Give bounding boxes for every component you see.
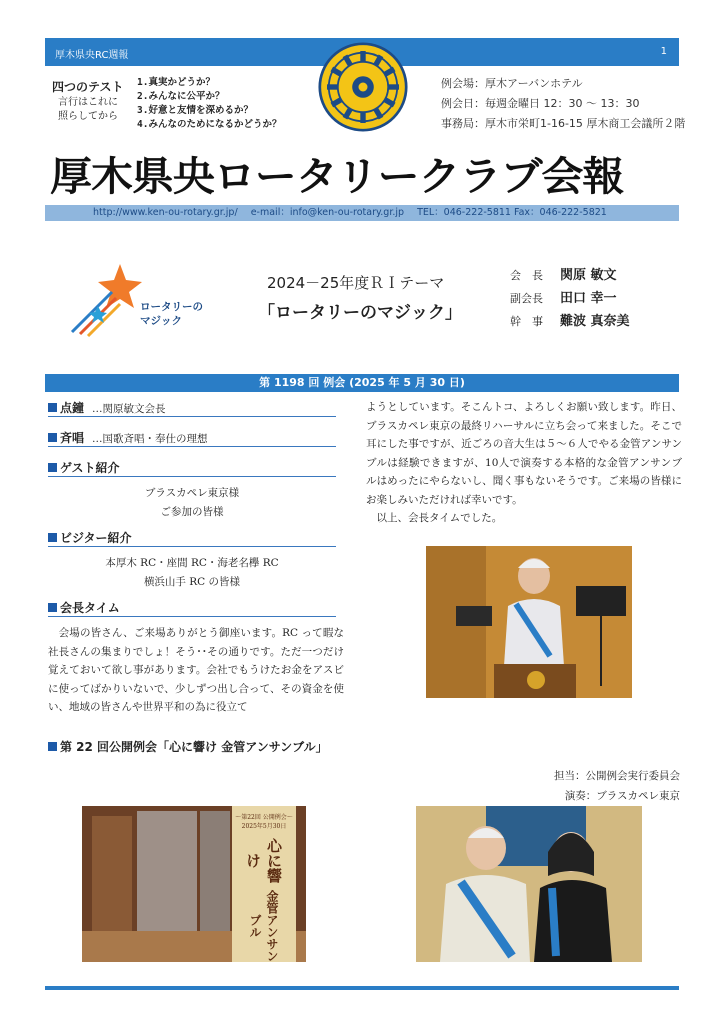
- performer: 演奏：ブラスカペレ東京: [564, 790, 680, 802]
- theme-year: 2024－25年度ＲＩテーマ: [267, 274, 445, 292]
- theme-logo-text: マジック: [140, 315, 182, 327]
- theme-logo: [68, 262, 228, 338]
- president-photo: [426, 546, 632, 698]
- meeting-title-bar: 第 1198 回 例会 (2025 年 5 月 30 日): [45, 374, 679, 392]
- members-photo: [416, 806, 642, 962]
- public-meeting-credits: [554, 766, 680, 806]
- four-test-item: 1.真実かどうか？: [137, 77, 215, 88]
- square-icon: [48, 742, 57, 751]
- four-test-item: 4.みんなのためになるかどうか？: [137, 119, 282, 130]
- theme-title: 「ロータリーのマジック」: [258, 303, 462, 323]
- contact-bar: [45, 205, 679, 221]
- four-tests-subtitle: 言行はこれに照らしてから: [58, 97, 118, 122]
- tel-fax: TEL：046-222-5811 Fax：046-222-5821: [417, 207, 607, 218]
- club-title: 厚木県央ロータリークラブ会報: [50, 154, 624, 200]
- four-test-item: 2.みんなに公平か？: [137, 91, 225, 102]
- officer-row: 副会長 田口 幸一: [510, 291, 617, 306]
- list-item: 本厚木 RC・座間 RC・海老名欅 RC: [105, 557, 279, 569]
- list-item: ご参加の皆様: [160, 506, 224, 518]
- guest-list: [48, 484, 336, 522]
- event-banner: ～第22回 公開例会～ 2025年5月30日 心に響け 金管アンサンブル: [232, 806, 296, 962]
- section-guest: ゲスト紹介: [48, 460, 336, 477]
- office-address: 事務局：厚木市栄町1-16-15 厚木商工会議所２階: [441, 117, 686, 130]
- four-tests-list: [137, 76, 281, 132]
- venue-entrance-photo: [82, 806, 306, 962]
- square-icon: [48, 403, 57, 412]
- officers-list: [510, 264, 630, 333]
- rotary-wheel-logo: [318, 42, 408, 132]
- section-bell: 点鐘 …関原敏文会長: [48, 400, 336, 417]
- president-text-left: 会場の皆さん、ご来場ありがとう御座います。RC って暇な社長さんの集まりでしょ！そう･･その通りです。ただ一つだけ覚えておいて欲し事があります。会社でもうけたお金をアスビに使ってばかりいないで、少しずつ出し合って、その資金を使い、地域の皆さんや世界平和の為に役立て: [48, 627, 344, 713]
- list-item: 横浜山手 RC の皆様: [143, 576, 241, 588]
- website-link[interactable]: http://www.ken-ou-rotary.gr.jp/: [93, 207, 238, 218]
- square-icon: [48, 603, 57, 612]
- publication-name: 厚木県央RC週報: [55, 50, 129, 61]
- square-icon: [48, 463, 57, 472]
- president-closing: 以上、会長タイムでした。: [366, 512, 503, 524]
- public-meeting-title: 第 22 回公開例会「心に響け 金管アンサンブル」: [48, 738, 678, 755]
- section-president: 会長タイム: [48, 600, 336, 617]
- venue: 例会場：厚木アーバンホテル: [441, 77, 583, 90]
- four-tests-title: 四つのテスト: [52, 80, 124, 94]
- officer-row: 幹 事 難波 真奈美: [510, 314, 630, 329]
- square-icon: [48, 533, 57, 542]
- theme-logo-text: ロータリーの: [140, 301, 203, 313]
- in-charge: 担当：公開例会実行委員会: [554, 770, 680, 782]
- page-number: 1: [660, 46, 667, 57]
- bottom-rule: [45, 986, 679, 990]
- section-visitor: ビジター紹介: [48, 530, 336, 547]
- visitor-list: [48, 554, 336, 592]
- list-item: ブラスカペレ東京様: [144, 487, 240, 499]
- meeting-day: 例会日：毎週金曜日 12：30 ～ 13：30: [441, 97, 640, 110]
- meeting-info: [441, 74, 685, 134]
- email-link[interactable]: e-mail：info@ken-ou-rotary.gr.jp: [250, 207, 405, 218]
- square-icon: [48, 433, 57, 442]
- section-song: 斉唱 …国歌斉唱・奉仕の理想: [48, 430, 336, 447]
- four-test-item: 3.好意と友情を深めるか？: [137, 105, 253, 116]
- president-text-right: ようとしています。そこんトコ、よろしくお願い致します。昨日、ブラスカペレ東京の最終リハーサルに立ち会って来ました。そこで耳にした事ですが、近ごろの音大生は５～６人でやる金管アンサンブルは経験できますが、10人で演奏する本格的な金管アンサンブルはめったにやらないし、聞く事もないそうです。ご来場の皆様にお楽しみいただければ幸いです。 以上、会長タイムでした。: [366, 398, 682, 528]
- officer-row: 会 長 関原 敏文: [510, 268, 617, 283]
